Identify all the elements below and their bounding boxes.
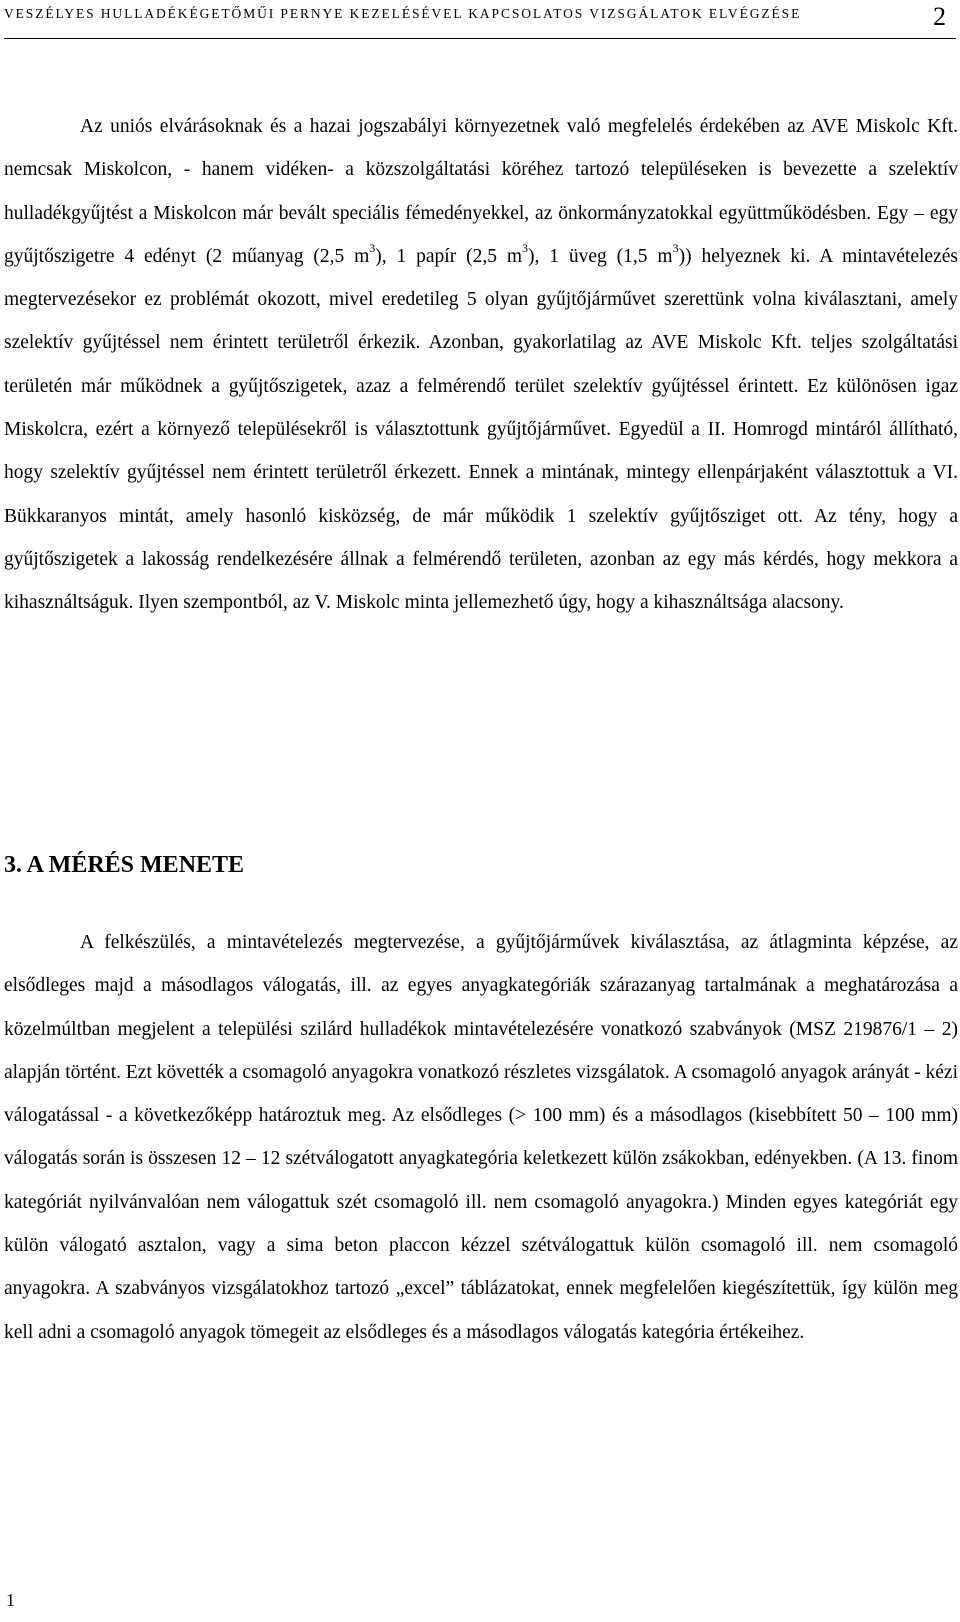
paragraph-text: Az uniós elvárásoknak és a hazai jogszabályi környezetnek való megfelelés érdekében az AVE Miskolc Kft. nemcsak Miskolcon, - hanem vidéken- a közszolgáltatási köréhez tartozó településeken is bevezette a szelektív hulladékgyűjtést a Miskolcon már bevált speciális fémedényekkel, az önkormányzatokkal együttműködésben. Egy – egy gyűjtőszigetre 4 edényt (2 műanyag (2,5 m — [4, 116, 958, 267]
header-title: VESZÉLYES HULLADÉKÉGETŐMŰI PERNYE KEZELÉSÉVEL KAPCSOLATOS VIZSGÁLATOK ELVÉGZÉSE — [4, 6, 802, 21]
paragraph-intro — [4, 105, 958, 625]
paragraph-text: ), 1 papír (2,5 m — [375, 245, 522, 267]
paragraph-method — [4, 921, 958, 1354]
paragraph-text: )) helyeznek ki. A mintavételezés megtervezésekor ez problémát okozott, mivel eredetileg 5 olyan gyűjtőjárművet szerettünk volna kiválasztani, amely szelektív gyűjtéssel nem érintett területről érkezik. Azonban, gyakorlatilag az AVE Miskolc Kft. teljes szolgáltatási területén már működnek a gyűjtőszigetek, azaz a felmérendő terület szelektív gyűjtéssel érintett. Ez különösen igaz Miskolcra, ezért a környező településekről is választottunk gyűjtőjárművet. Egyedül a II. Homrogd mintáról állítható, hogy szelektív gyűjtéssel nem érintett területről érkezett. Ennek a mintának, mintegy ellenpárjaként választottuk a VI. Bükkaranyos mintát, amely hasonló kisközség, de már működik 1 szelektív gyűjtősziget ott. Az tény, hogy a gyűjtőszigetek a lakosság rendelkezésére állnak a felmérendő területen, azonban az egy más kérdés, hogy mekkora a kihasználtságuk. Ilyen szempontból, az V. Miskolc minta jellemezhető úgy, hogy a kihasználtsága alacsony. — [4, 245, 958, 614]
footer-page-mark: 1 — [6, 1590, 15, 1610]
paragraph-text: ), 1 üveg (1,5 m — [528, 245, 673, 267]
page-number: 2 — [933, 2, 946, 31]
superscript-exponent: 3 — [672, 241, 679, 256]
paragraph-text: A felkészülés, a mintavételezés megtervezése, a gyűjtőjárművek kiválasztása, az átlagminta képzése, az elsődleges majd a másodlagos válogatás, ill. az egyes anyagkategóriák szárazanyag tartalmának a meghatározása a közelmúltban megjelent a települési szilárd hulladékok mintavételezésére vonatkozó szabványok (MSZ 219876/1 – 2) alapján történt. Ezt követték a csomagoló anyagokra vonatkozó részletes vizsgálatok. A csomagoló anyagok arányát - kézi válogatással - a következőképp határoztuk meg. Az elsődleges (> 100 mm) és a másodlagos (kisebbített 50 – 100 mm) válogatás során is összesen 12 – 12 szétválogatott anyagkategória keletkezett külön zsákokban, edényekben. (A 13. finom kategóriát nyilvánvalóan nem válogattuk szét csomagoló ill. nem csomagoló anyagokra.) Minden egyes kategóriát egy külön válogató asztalon, vagy a sima beton placcon kézzel szétválogattuk külön csomagoló ill. nem csomagoló anyagokra. A szabványos vizsgálatokhoz tartozó „excel” táblázatokat, ennek megfelelően kiegészítettük, így külön meg kell adni a csomagoló anyagok tömegeit az elsődleges és a másodlagos válogatás kategória értékeihez. — [4, 932, 958, 1343]
superscript-exponent: 3 — [369, 241, 376, 256]
running-header — [4, 0, 956, 39]
section-heading: 3. A MÉRÉS MENETE — [4, 852, 245, 878]
superscript-exponent: 3 — [522, 241, 528, 256]
